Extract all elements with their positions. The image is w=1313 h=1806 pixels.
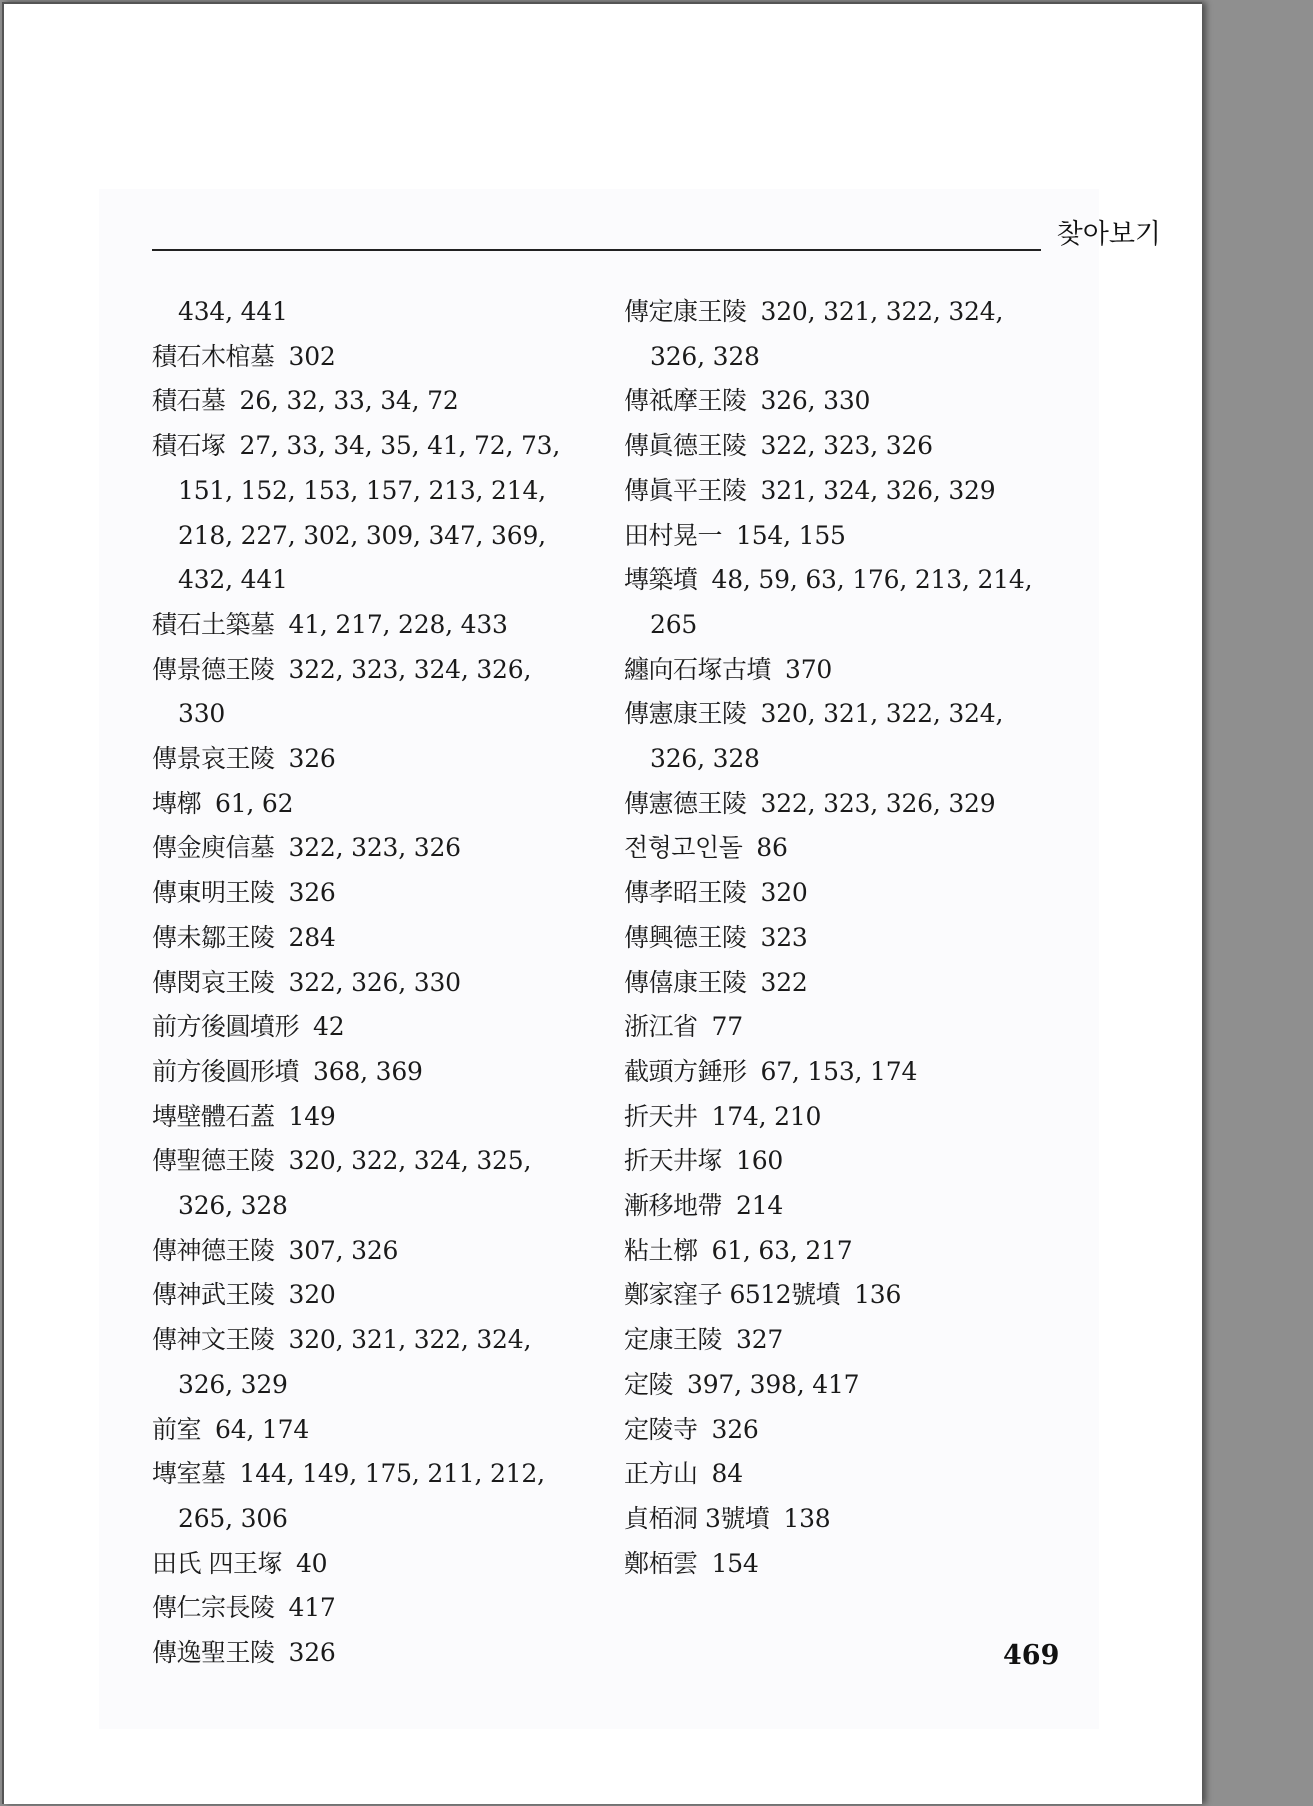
index-term: 傳眞德王陵 [624, 431, 747, 461]
index-term: 定陵 [624, 1369, 674, 1399]
index-term: 鄭家窪子 6512號墳 [624, 1280, 841, 1310]
index-term: 定陵寺 [624, 1414, 698, 1444]
index-entry [152, 1631, 582, 1676]
index-term: 田氏 四王塚 [152, 1548, 282, 1578]
index-pages: 322, 326, 330 [288, 967, 461, 997]
index-pages: 26, 32, 33, 34, 72 [239, 386, 459, 416]
index-term: 積石土築墓 [152, 609, 275, 639]
index-pages: 149 [288, 1101, 336, 1131]
index-entry [624, 469, 1054, 514]
index-entry [152, 961, 582, 1006]
index-term: 전형고인돌 [624, 833, 743, 863]
index-entry [152, 290, 582, 335]
index-pages: 284 [288, 922, 336, 952]
index-pages: 326, 330 [760, 386, 871, 416]
index-term: 傳景哀王陵 [152, 744, 275, 774]
index-column-right [624, 290, 1054, 1586]
index-entry [152, 648, 582, 737]
index-entry [624, 1095, 1054, 1140]
index-entry [624, 290, 1054, 379]
index-pages: 326 [711, 1414, 759, 1444]
index-entry [624, 1542, 1054, 1587]
index-entry [624, 1318, 1054, 1363]
index-entry [624, 826, 1054, 871]
index-term: 傳神德王陵 [152, 1235, 275, 1265]
index-pages: 321, 324, 326, 329 [760, 475, 996, 505]
index-pages: 323 [760, 922, 808, 952]
index-term: 傳未鄒王陵 [152, 922, 275, 952]
index-pages: 27, 33, 34, 35, 41, 72, 73, 151, 152, 153, 157, 213, 214, 218, 227, 302, 309, 347, 369, 432, 441 [178, 431, 561, 595]
index-entry [152, 826, 582, 871]
index-term: 定康王陵 [624, 1325, 723, 1355]
index-pages: 326 [288, 878, 336, 908]
running-head: 찾아보기 [1056, 219, 1161, 250]
page-number: 469 [1003, 1640, 1060, 1671]
index-pages: 302 [288, 341, 336, 371]
index-term: 積石木棺墓 [152, 341, 275, 371]
index-entry [624, 1273, 1054, 1318]
index-term: 傳定康王陵 [624, 297, 747, 326]
index-entry [624, 961, 1054, 1006]
index-entry [152, 1005, 582, 1050]
index-pages: 86 [756, 833, 788, 863]
index-term: 傳逸聖王陵 [152, 1638, 275, 1668]
index-term: 貞栢洞 3號墳 [624, 1503, 770, 1533]
index-term: 纏向石塚古墳 [624, 654, 772, 684]
index-entry [152, 1586, 582, 1631]
index-entry [624, 1363, 1054, 1408]
index-pages: 320, 321, 322, 324, 326, 328 [650, 297, 1004, 371]
index-pages: 322, 323, 324, 326, 330 [178, 654, 532, 729]
index-pages: 307, 326 [288, 1235, 399, 1265]
index-column-left [152, 290, 582, 1676]
index-pages: 64, 174 [215, 1414, 310, 1444]
index-entry [152, 1095, 582, 1140]
index-term: 傳眞平王陵 [624, 475, 747, 505]
index-term: 積石塚 [152, 431, 226, 461]
index-term: 粘土槨 [624, 1235, 698, 1265]
index-pages: 370 [785, 654, 833, 684]
index-entry [152, 379, 582, 424]
index-entry [624, 648, 1054, 693]
index-pages: 320, 322, 324, 325, 326, 328 [178, 1146, 532, 1221]
index-pages: 320, 321, 322, 324, 326, 328 [650, 699, 1004, 774]
index-pages: 174, 210 [711, 1101, 822, 1131]
header-rule [152, 249, 1041, 251]
index-term: 正方山 [624, 1459, 698, 1489]
index-term: 塼壁體石蓋 [152, 1101, 275, 1131]
index-pages: 326 [288, 1638, 336, 1668]
index-entry [624, 1005, 1054, 1050]
index-entry [152, 916, 582, 961]
index-term: 塼築墳 [624, 565, 698, 595]
index-entry [624, 514, 1054, 559]
index-pages: 320 [288, 1280, 336, 1310]
index-pages: 322, 323, 326, 329 [760, 788, 996, 818]
index-term: 傳聖德王陵 [152, 1146, 275, 1176]
index-entry [624, 871, 1054, 916]
index-term: 傳金庾信墓 [152, 833, 275, 863]
index-entry [624, 1408, 1054, 1453]
index-entry [152, 1542, 582, 1587]
index-term: 折天井塚 [624, 1146, 723, 1176]
index-entry [624, 782, 1054, 827]
index-term: 浙江省 [624, 1012, 698, 1042]
index-term: 傳憲德王陵 [624, 788, 747, 818]
index-entry [624, 558, 1054, 647]
index-entry [152, 1318, 582, 1407]
index-pages: 154 [711, 1548, 759, 1578]
index-entry [152, 1139, 582, 1228]
index-pages: 42 [313, 1012, 345, 1042]
index-pages: 144, 149, 175, 211, 212, 265, 306 [178, 1459, 545, 1533]
index-pages: 322, 323, 326 [760, 431, 933, 461]
index-pages: 417 [288, 1593, 336, 1623]
index-term: 傳憲康王陵 [624, 699, 747, 729]
index-entry [624, 692, 1054, 781]
index-entry [624, 424, 1054, 469]
index-pages: 61, 62 [215, 788, 294, 818]
index-pages: 322 [760, 967, 808, 997]
index-entry [624, 1139, 1054, 1184]
index-pages: 397, 398, 417 [687, 1369, 860, 1399]
index-pages: 160 [736, 1146, 784, 1176]
index-entry [624, 379, 1054, 424]
index-term: 傳東明王陵 [152, 878, 275, 908]
index-pages: 434, 441 [178, 297, 288, 326]
index-term: 傳閔哀王陵 [152, 967, 275, 997]
index-entry [152, 1229, 582, 1274]
index-term: 傳孝昭王陵 [624, 878, 747, 908]
index-pages: 327 [736, 1325, 784, 1355]
index-pages: 40 [295, 1548, 328, 1578]
index-pages: 77 [711, 1012, 743, 1042]
index-pages: 138 [783, 1503, 831, 1533]
index-entry [152, 1452, 582, 1541]
index-entry [624, 1229, 1054, 1274]
index-pages: 61, 63, 217 [711, 1235, 853, 1265]
index-pages: 320, 321, 322, 324, 326, 329 [178, 1325, 532, 1399]
index-pages: 368, 369 [313, 1056, 423, 1086]
index-pages: 41, 217, 228, 433 [288, 609, 508, 639]
index-term: 傳興德王陵 [624, 922, 747, 952]
index-term: 傳仁宗長陵 [152, 1593, 275, 1623]
index-pages: 48, 59, 63, 176, 213, 214, 265 [650, 565, 1033, 639]
index-term: 塼室墓 [152, 1459, 226, 1489]
index-pages: 67, 153, 174 [760, 1056, 918, 1086]
index-entry [624, 916, 1054, 961]
index-pages: 320 [760, 878, 808, 908]
index-term: 傳神文王陵 [152, 1325, 275, 1355]
index-entry [624, 1050, 1054, 1095]
index-pages: 136 [854, 1280, 902, 1310]
index-entry [152, 871, 582, 916]
index-pages: 84 [711, 1459, 743, 1489]
index-pages: 214 [736, 1191, 784, 1221]
index-entry [152, 1408, 582, 1453]
index-entry [624, 1497, 1054, 1542]
index-term: 前方後圓墳形 [152, 1012, 300, 1042]
index-entry [624, 1184, 1054, 1229]
index-term: 積石墓 [152, 386, 226, 416]
index-term: 截頭方錘形 [624, 1056, 747, 1086]
index-term: 傳僖康王陵 [624, 967, 747, 997]
index-pages: 322, 323, 326 [288, 833, 461, 863]
index-term: 鄭栢雲 [624, 1548, 698, 1578]
index-term: 塼槨 [152, 788, 202, 818]
index-entry [152, 1273, 582, 1318]
index-entry [152, 1050, 582, 1095]
index-entry [152, 335, 582, 380]
index-pages: 326 [288, 744, 336, 774]
index-entry [152, 603, 582, 648]
index-term: 傳景德王陵 [152, 654, 275, 684]
index-term: 漸移地帶 [624, 1191, 723, 1221]
index-term: 折天井 [624, 1101, 698, 1131]
index-entry [152, 737, 582, 782]
index-entry [152, 424, 582, 603]
index-term: 傳神武王陵 [152, 1280, 275, 1310]
index-entry [624, 1452, 1054, 1497]
index-entry [152, 782, 582, 827]
index-term: 前方後圓形墳 [152, 1056, 300, 1086]
index-term: 田村晃一 [624, 520, 723, 550]
index-term: 傳祗摩王陵 [624, 386, 747, 416]
index-pages: 154, 155 [736, 520, 846, 550]
index-term: 前室 [152, 1414, 202, 1444]
